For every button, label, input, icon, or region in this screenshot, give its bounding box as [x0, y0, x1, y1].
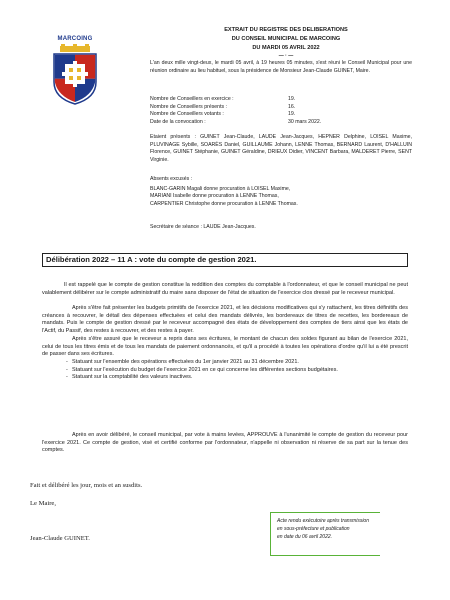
count-label: Date de la convocation :: [150, 118, 206, 125]
excused-line: MARIANI Isabelle donne procuration à LENNE Thomas,: [150, 193, 279, 200]
notice-line: en date du 06 avril 2022.: [277, 534, 333, 540]
mayor-name: Jean-Claude GUINET.: [30, 535, 90, 542]
count-row: [150, 104, 412, 112]
consideration-item: - Statuant sur l'ensemble des opérations effectuées du 1er janvier 2021 au 31 décembre 2021.: [42, 359, 408, 367]
town-name: MARCOING: [57, 36, 93, 42]
count-row: [150, 96, 412, 104]
paragraph-recall: Il est rappelé que le compte de gestion constitue la reddition des comptes du comptable à l'ordonnateur, et que le conseil municipal ne peut valablement délibérer sur le compte administratif du maire sans disposer de l'état de situation de l'exercice clos dressé par le receveur municipal.: [42, 282, 408, 296]
count-row: [150, 119, 412, 127]
excused-members: [150, 176, 412, 208]
header-line-1: EXTRAIT DU REGISTRE DES DELIBERATIONS: [224, 27, 348, 33]
count-row: [150, 111, 412, 119]
excused-line: CARPENTIER Christophe donne procuration à LENNE Thomas.: [150, 200, 298, 207]
excused-title: Absents excusés :: [150, 176, 193, 182]
session-secretary: Secrétaire de séance : LAUDE Jean-Jacques.: [150, 224, 256, 230]
header-line-3: DU MARDI 05 AVRIL 2022: [252, 45, 320, 51]
count-value: 30 mars 2022.: [288, 118, 322, 125]
document-header: [200, 26, 372, 59]
count-value: 19.: [288, 111, 296, 118]
header-separator: — · —: [278, 53, 294, 59]
notice-line: Acte rendu exécutoire après transmission: [277, 518, 369, 524]
intro-paragraph: L'an deux mille vingt-deux, le mardi 05 avril, à 19 heures 05 minutes, s'est réuni le Conseil Municipal pour une réunion ordinaire au lieu habituel, sous la présidence de Monsieur Jean-Claude GUINET, Maire.: [150, 60, 412, 74]
header-line-2: DU CONSEIL MUNICIPAL DE MARCOING: [231, 36, 341, 42]
count-label: Nombre de Conseillers votants :: [150, 111, 224, 118]
considerations-list: [42, 305, 408, 382]
deliberation-title: Délibération 2022 – 11 A : vote du compte de gestion 2021.: [42, 253, 408, 267]
mayor-label: Le Maire,: [30, 500, 56, 507]
excused-line: BLANC-GARIN Magali donne procuration à LOISEL Maxime,: [150, 185, 291, 192]
enforceability-notice: [270, 512, 380, 556]
count-value: 16.: [288, 103, 296, 110]
count-label: Nombre de Conseillers présents :: [150, 103, 227, 110]
consideration-item: - Statuant sur la comptabilité des valeurs inactives.: [42, 374, 408, 382]
consideration-item: - Statuant sur l'exécution du budget de l'exercice 2021 en ce qui concerne les différentes sections budgétaires.: [42, 367, 408, 375]
notice-line: en sous-préfecture et publication: [277, 526, 350, 532]
shield-icon: [48, 44, 102, 106]
consideration-item: Après s'être assuré que le receveur a repris dans ses écritures, le montant de chacun des soldes figurant au bilan de l'exercice 2021, celui de tous les titres émis et de tous les mandats de paiement ordonnancés, et qu'il a procédé à toutes les opérations d'ordre qu'il lui a été prescrit de passer dans ses écritures.: [42, 335, 408, 358]
decision-paragraph: Après en avoir délibéré, le conseil municipal, par vote à mains levées, APPROUVE à l'unanimité le compte de gestion du receveur pour l'exercice 2021. Ce compte de gestion, visé et certifié conforme par l'ordonnateur, n'appelle ni observation ni réserve de sa part sur la tenue des comptes.: [42, 432, 408, 454]
count-value: 19.: [288, 96, 296, 102]
consideration-item: Après s'être fait présenter les budgets primitifs de l'exercice 2021, et les décisions modificatives qui s'y rattachent, les titres définitifs des créances à recouvrer, le détail des dépenses effectuées et celui des mandats délivrés, les bordereaux de titres de recettes, les bordereaux de mandats. Puis le compte de gestion dressé par le receveur accompagné des états de développement des comptes de tiers ainsi que les états de l'Actif, du Passif, des restes à recouvrer, et des restes à payer.: [42, 305, 408, 335]
coat-of-arms: [48, 36, 102, 106]
attendance-counts: [150, 96, 412, 126]
count-label: Nombre de Conseillers en exercice :: [150, 96, 234, 102]
present-members: Etaient présents : GUINET Jean-Claude, LAUDE Jean-Jacques, HEPNER Delphine, LOISEL Maxime, PLUVINAGE Sybille, SOARÈS Daniel, GUILLAUME Johann, LENNE Thomas, BERNARD Laurent, D'HALLUIN Florence, GUINET Stéphanie, GUINET Géraldine, DRIEUX Didier, VINCENT Barbara, MALDERET Pierre, SENT Virginie.: [150, 134, 412, 163]
closing-statement: Fait et délibéré les jour, mois et an susdits.: [30, 482, 143, 489]
